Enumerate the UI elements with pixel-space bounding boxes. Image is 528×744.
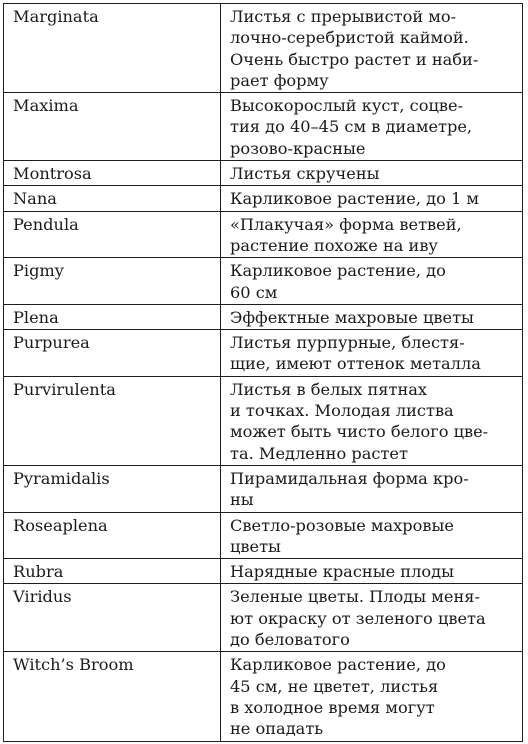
variety-name: Rubra xyxy=(4,559,221,584)
table-row xyxy=(4,584,523,652)
variety-description: Зеленые цветы. Плоды меня- ют окраску от зеленого цвета до беловатого xyxy=(221,584,523,652)
variety-description: Листья с прерывистой мо- лочно-серебристой каймой. Очень быстро растет и наби- рает форму xyxy=(221,4,523,93)
table-row xyxy=(4,93,523,161)
variety-description: Карликовое растение, до 1 м xyxy=(221,186,523,211)
variety-name: Pyramidalis xyxy=(4,465,221,512)
table-row xyxy=(4,559,523,584)
variety-description: Карликовое растение, до 60 см xyxy=(221,258,523,305)
table-row xyxy=(4,512,523,559)
variety-table xyxy=(3,3,523,742)
variety-name: Plena xyxy=(4,304,221,329)
variety-name: Marginata xyxy=(4,4,221,93)
variety-description: Карликовое растение, до 45 см, не цветет, листья в холодное время могут не опадать xyxy=(221,652,523,741)
variety-name: Montrosa xyxy=(4,161,221,186)
variety-description: «Плакучая» форма ветвей, растение похоже на иву xyxy=(221,211,523,258)
table-row xyxy=(4,304,523,329)
table-row xyxy=(4,161,523,186)
variety-table-body xyxy=(4,4,523,742)
variety-name: Roseaplena xyxy=(4,512,221,559)
variety-name: Witch’s Broom xyxy=(4,652,221,741)
variety-name: Purpurea xyxy=(4,330,221,377)
variety-description: Высокорослый куст, соцве- тия до 40–45 см в диаметре, розово-красные xyxy=(221,93,523,161)
variety-description: Нарядные красные плоды xyxy=(221,559,523,584)
variety-description: Пирамидальная форма кро- ны xyxy=(221,465,523,512)
variety-description: Эффектные махровые цветы xyxy=(221,304,523,329)
variety-description: Листья пурпурные, блестя- щие, имеют оттенок металла xyxy=(221,330,523,377)
variety-name: Pigmy xyxy=(4,258,221,305)
table-row xyxy=(4,4,523,93)
variety-name: Purvirulenta xyxy=(4,376,221,465)
variety-name: Viridus xyxy=(4,584,221,652)
variety-description: Листья скручены xyxy=(221,161,523,186)
table-row xyxy=(4,211,523,258)
variety-name: Maxima xyxy=(4,93,221,161)
variety-description: Листья в белых пятнах и точках. Молодая листва может быть чисто белого цве- та. Медленно растет xyxy=(221,376,523,465)
variety-name: Pendula xyxy=(4,211,221,258)
table-row xyxy=(4,330,523,377)
table-row xyxy=(4,652,523,741)
table-row xyxy=(4,376,523,465)
table-row xyxy=(4,465,523,512)
table-row xyxy=(4,258,523,305)
variety-description: Светло-розовые махровые цветы xyxy=(221,512,523,559)
table-row xyxy=(4,186,523,211)
variety-name: Nana xyxy=(4,186,221,211)
